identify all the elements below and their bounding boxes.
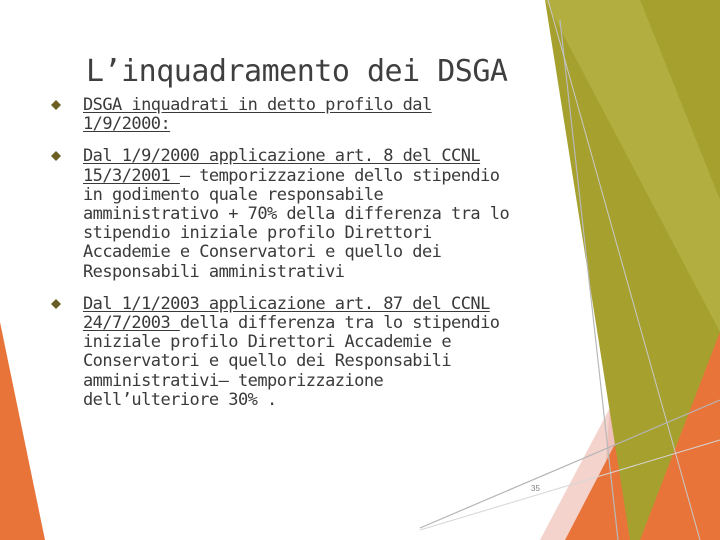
bullet-2-text: – temporizzazione dello stipendio in godimento quale responsabile amministrativo + 70% della differenza tra lo stipendio iniziale profilo Direttori Accademie e Conservatori e quello dei Responsabili amministrativi — [83, 165, 510, 282]
bullet-2-underlined-text: Dal 1/9/2000 applicazione art. 8 del CCNL 15/3/2001 — [83, 146, 481, 186]
slide-title: L’inquadramento dei DSGA — [86, 54, 508, 89]
bullet-item-3 — [50, 295, 520, 410]
bullet-1-underlined-text: DSGA inquadrati in detto profilo dal 1/9/2000: — [83, 95, 432, 135]
bullet-3-text: della differenza tra lo stipendio iniziale profilo Direttori Accademie e Conservatori e quello dei Responsabili amministrativi– temporizzazione dell’ulteriore 30% . — [83, 313, 500, 410]
page-number: 35 — [531, 484, 540, 493]
diamond-bullet-icon — [51, 100, 61, 110]
left-orange-triangle — [0, 322, 45, 540]
bullet-item-2 — [50, 147, 520, 281]
diamond-bullet-icon — [51, 151, 61, 161]
diamond-bullet-icon — [51, 299, 61, 309]
bullet-list — [50, 96, 520, 410]
bullet-3-underlined-text: Dal 1/1/2003 applicazione art. 87 del CCNL 24/7/2003 — [83, 293, 490, 334]
bullet-item-1 — [50, 96, 520, 134]
